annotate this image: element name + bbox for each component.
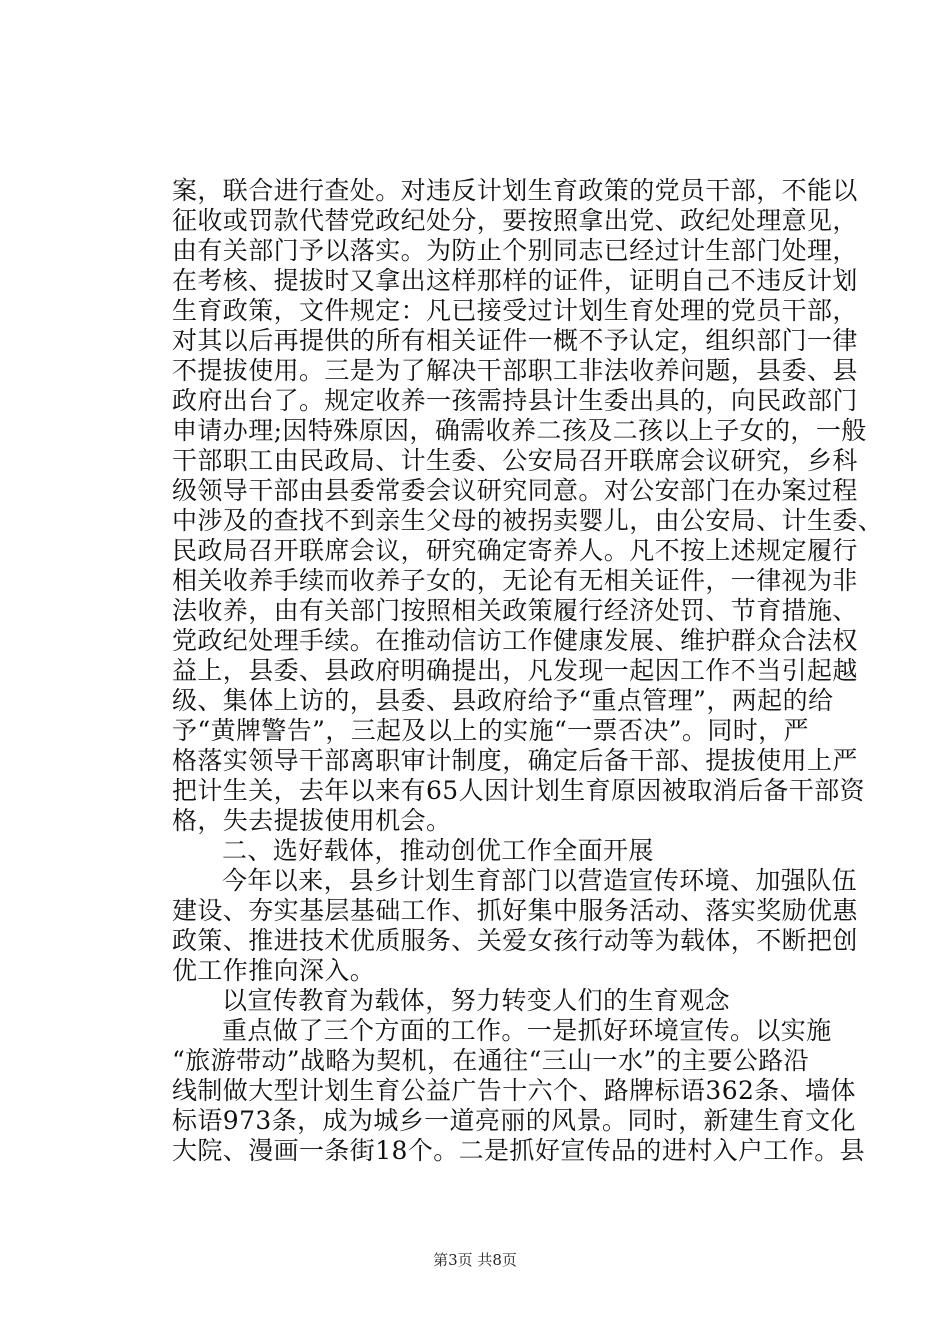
text-line: 格，失去提拔使用机会。 (172, 806, 452, 835)
text-line: 申请办理;因特殊原因，确需收养二孩及二孩以上子女的，一般 (172, 416, 867, 445)
text-line: 案，联合进行查处。对违反计划生育政策的党员干部，不能以 (172, 176, 858, 205)
text-line: 由有关部门予以落实。为防止个别同志已经过计生部门处理， (172, 236, 858, 265)
text-line: 把计生关，去年以来有65人因计划生育原因被取消后备干部资 (172, 776, 866, 805)
text-line: 级领导干部由县委常委会议研究同意。对公安部门在办案过程 (172, 476, 858, 505)
page-number-footer: 第3页 共8页 (433, 1251, 517, 1269)
text-line: 对其以后再提供的所有相关证件一概不予认定，组织部门一律 (172, 326, 858, 355)
text-line: 中涉及的查找不到亲生父母的被拐卖婴儿，由公安局、计生委、 (172, 506, 884, 535)
text-line: 优工作推向深入。 (172, 956, 376, 985)
text-line: 予“黄牌警告”，三起及以上的实施“一票否决”。同时，严 (172, 716, 809, 745)
text-line: 法收养，由有关部门按照相关政策履行经济处罚、节育措施、 (172, 596, 858, 625)
text-line: 益上，县委、县政府明确提出，凡发现一起因工作不当引起越 (172, 656, 858, 685)
text-line: 标语973条，成为城乡一道亮丽的风景。同时，新建生育文化 (172, 1106, 856, 1135)
text-line: 不提拔使用。三是为了解决干部职工非法收养问题，县委、县 (172, 356, 858, 385)
text-line: 线制做大型计划生育公益广告十六个、路牌标语362条、墙体 (172, 1076, 856, 1105)
text-line: 级、集体上访的，县委、县政府给予“重点管理”，两起的给 (172, 686, 834, 715)
text-line: 重点做了三个方面的工作。一是抓好环境宣传。以实施 (222, 1016, 832, 1045)
text-line: 格落实领导干部离职审计制度，确定后备干部、提拔使用上严 (172, 746, 858, 775)
text-line: 今年以来，县乡计划生育部门以营造宣传环境、加强队伍 (222, 866, 858, 895)
text-line: 大院、漫画一条街18个。二是抓好宣传品的进村入户工作。县 (172, 1136, 866, 1165)
text-line: 征收或罚款代替党政纪处分，要按照拿出党、政纪处理意见， (172, 206, 858, 235)
section-heading: 二、选好载体，推动创优工作全面开展 (222, 836, 654, 865)
text-line: 生育政策，文件规定：凡已接受过计划生育处理的党员干部， (172, 296, 858, 325)
text-line: 党政纪处理手续。在推动信访工作健康发展、维护群众合法权 (172, 626, 858, 655)
text-line: “旅游带动”战略为契机，在通往“三山一水”的主要公路沿 (172, 1046, 809, 1075)
text-line: 在考核、提拔时又拿出这样那样的证件，证明自己不违反计划 (172, 266, 858, 295)
text-line: 民政局召开联席会议，研究确定寄养人。凡不按上述规定履行 (172, 536, 858, 565)
text-line: 相关收养手续而收养子女的，无论有无相关证件，一律视为非 (172, 566, 858, 595)
text-line: 建设、夯实基层基础工作、抓好集中服务活动、落实奖励优惠 (172, 896, 858, 925)
text-line: 政府出台了。规定收养一孩需持县计生委出具的，向民政部门 (172, 386, 858, 415)
text-line: 干部职工由民政局、计生委、公安局召开联席会议研究，乡科 (172, 446, 858, 475)
text-line: 政策、推进技术优质服务、关爱女孩行动等为载体，不断把创 (172, 926, 858, 955)
subsection-heading: 以宣传教育为载体，努力转变人们的生育观念 (222, 986, 731, 1015)
